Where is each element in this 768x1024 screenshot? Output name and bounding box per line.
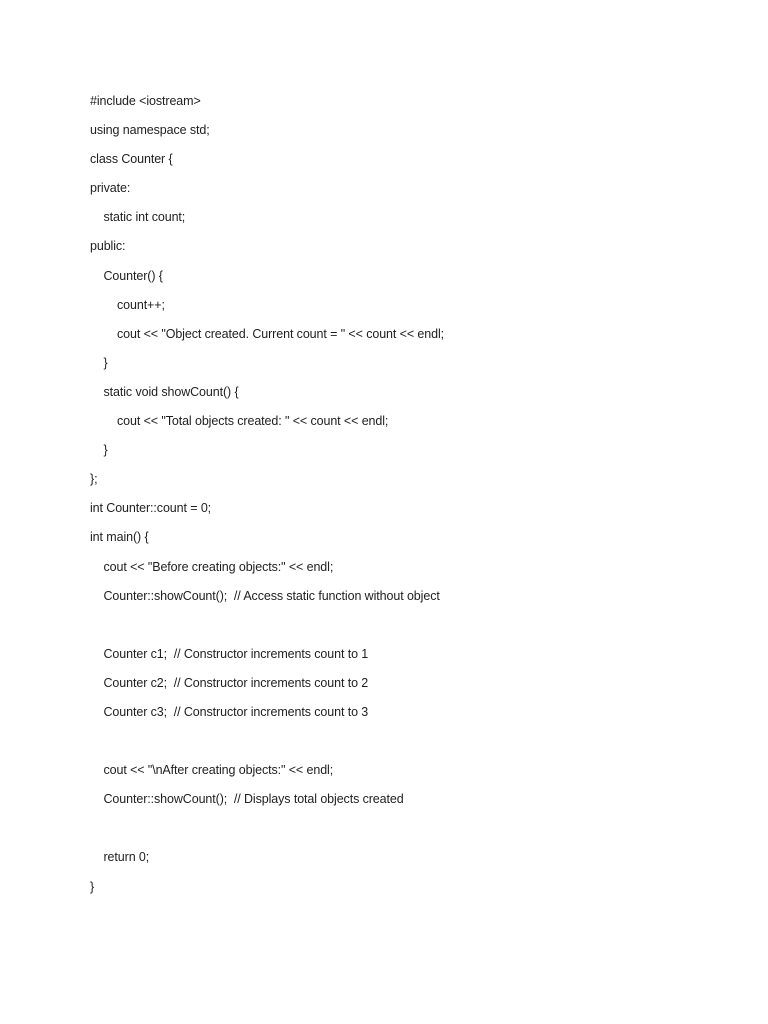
code-line: cout << "Before creating objects:" << endl; [90, 559, 334, 574]
code-line: class Counter { [90, 152, 173, 167]
code-line [90, 818, 740, 847]
code-line: public: [90, 239, 126, 254]
code-line: } [90, 355, 108, 370]
code-line: Counter c3; // Constructor increments count to 3 [90, 704, 369, 719]
code-line [90, 615, 740, 644]
code-line: Counter c1; // Constructor increments count to 1 [90, 646, 369, 661]
code-line: int Counter::count = 0; [90, 501, 212, 516]
code-line [90, 731, 740, 760]
code-line: int main() { [90, 530, 149, 545]
code-line: Counter c2; // Constructor increments count to 2 [90, 675, 369, 690]
code-line: }; [90, 472, 98, 487]
code-line: } [90, 443, 108, 458]
code-line: } [90, 879, 95, 894]
code-line: Counter() { [90, 268, 163, 283]
code-line: static void showCount() { [90, 384, 239, 399]
code-line: using namespace std; [90, 123, 210, 138]
code-line: count++; [90, 297, 165, 312]
code-line: Counter::showCount(); // Displays total objects created [90, 792, 404, 807]
code-line: private: [90, 181, 131, 196]
code-block [90, 91, 740, 906]
code-line: cout << "Object created. Current count = " << count << endl; [90, 326, 445, 341]
code-line: #include <iostream> [90, 94, 201, 108]
code-line: cout << "\nAfter creating objects:" << endl; [90, 763, 334, 778]
code-line: cout << "Total objects created: " << count << endl; [90, 414, 389, 429]
code-line: static int count; [90, 210, 186, 225]
code-line: return 0; [90, 850, 150, 865]
code-line: Counter::showCount(); // Access static function without object [90, 588, 440, 603]
